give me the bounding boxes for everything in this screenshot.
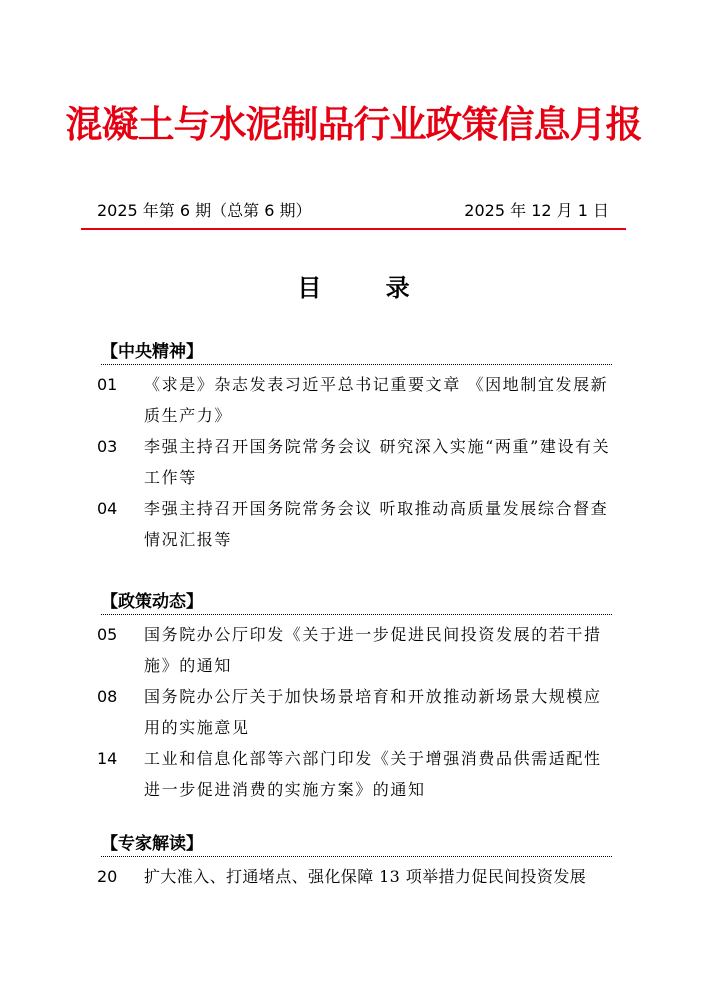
toc-entry[interactable] — [97, 493, 612, 555]
toc-entry[interactable] — [97, 743, 612, 805]
entry-title: 国务院办公厅关于加快场景培育和开放推动新场景大规模应用的实施意见 — [144, 687, 602, 737]
page-number: 14 — [97, 749, 118, 768]
issue-number: 2025 年第 6 期（总第 6 期） — [97, 201, 312, 220]
page-number: 20 — [97, 867, 118, 886]
entry-title: 《求是》杂志发表习近平总书记重要文章 《因地制宜发展新质生产力》 — [144, 375, 609, 425]
entry-title: 扩大准入、打通堵点、强化保障 13 项举措力促民间投资发展 — [144, 867, 587, 886]
section-heading: 【专家解读】 — [101, 832, 612, 857]
toc-entry[interactable] — [97, 681, 612, 743]
toc-entry[interactable] — [97, 619, 612, 681]
toc-section — [97, 340, 612, 555]
toc-title: 目 录 — [297, 274, 438, 302]
entry-title: 工业和信息化部等六部门印发《关于增强消费品供需适配性进一步促进消费的实施方案》的通知 — [144, 749, 602, 799]
section-heading: 【中央精神】 — [101, 340, 612, 365]
entry-title: 国务院办公厅印发《关于进一步促进民间投资发展的若干措施》的通知 — [144, 625, 602, 675]
header-divider — [81, 228, 626, 230]
entry-title: 李强主持召开国务院常务会议 听取推动高质量发展综合督查情况汇报等 — [144, 499, 609, 549]
toc-entry[interactable] — [97, 431, 612, 493]
toc-section — [97, 832, 612, 892]
section-heading: 【政策动态】 — [101, 590, 612, 615]
page-number: 03 — [97, 437, 118, 456]
page-number: 05 — [97, 625, 118, 644]
page-number: 01 — [97, 375, 118, 394]
toc-entry[interactable] — [97, 369, 612, 431]
issue-info — [97, 198, 609, 224]
report-title: 混凝土与水泥制品行业政策信息月报 — [65, 102, 642, 146]
entry-title: 李强主持召开国务院常务会议 研究深入实施“两重”建设有关工作等 — [144, 437, 611, 487]
toc-entry[interactable] — [97, 861, 612, 892]
page-number: 04 — [97, 499, 118, 518]
issue-date: 2025 年 12 月 1 日 — [464, 201, 609, 220]
page-number: 08 — [97, 687, 118, 706]
toc-section — [97, 590, 612, 805]
